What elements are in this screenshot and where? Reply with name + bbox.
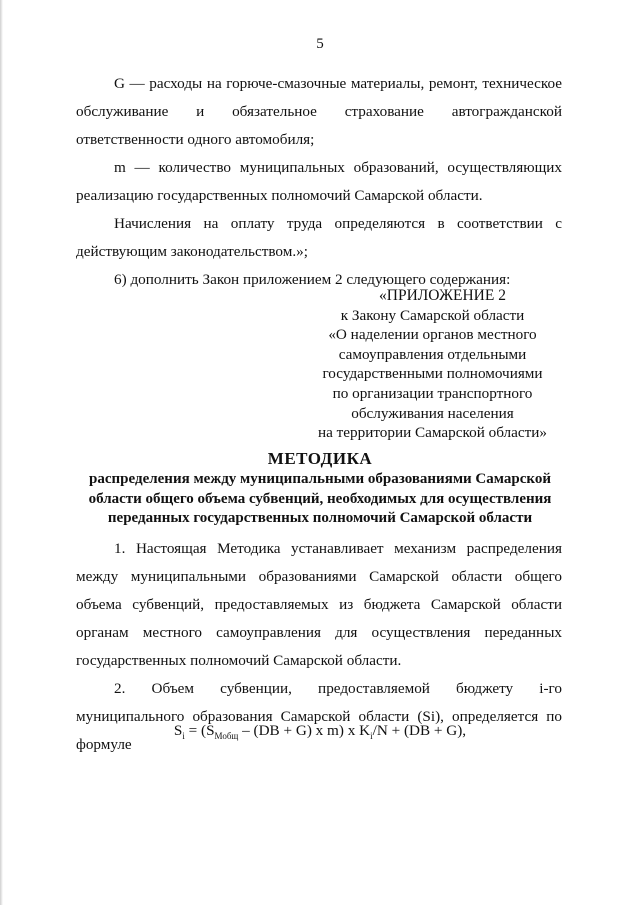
top-text-block — [76, 70, 562, 294]
appendix-line: обслуживания населения — [351, 404, 514, 422]
methodology-subtitle-line: области общего объема субвенций, необходимых для осуществления — [88, 490, 552, 507]
paragraph-m-definition: m — количество муниципальных образований, осуществляющих реализацию государственных полномочий Самарской области. — [76, 159, 562, 204]
formula-part: /N + (DB + G), — [372, 722, 467, 739]
methodology-subtitle-line: распределения между муниципальными образованиями Самарской — [89, 471, 551, 487]
paragraph-payroll: Начисления на оплату труда определяются в соответствии с действующим законодательством.»; — [76, 215, 562, 260]
appendix-line: на территории Самарской области» — [318, 424, 547, 442]
formula-part: – (DB + G) x m) x K — [238, 722, 371, 739]
paragraph-methodology-1: 1. Настоящая Методика устанавливает механизм распределения между муниципальными образованиями Самарской области общего объема субвенций, предоставляемых из бюджета Самарской области органам местного самоуправления для осуществления переданных государственных полномочий Самарской области. — [76, 540, 562, 669]
appendix-line: «О наделении органов местного — [328, 326, 537, 344]
appendix-line: государственными полномочиями — [322, 365, 543, 383]
appendix-line: «ПРИЛОЖЕНИЕ 2 — [379, 287, 506, 304]
formula-k-subscript: i — [370, 731, 373, 742]
formula-part: = (S — [184, 722, 215, 739]
paragraph-methodology-2: 2. Объем субвенции, предоставляемой бюджету i-го муниципального образования Самарской области (Si), определяется по формуле — [76, 680, 562, 753]
appendix-line: по организации транспортного — [332, 384, 533, 402]
scan-edge-shadow — [0, 0, 3, 905]
methodology-title: МЕТОДИКА — [267, 449, 373, 468]
methodology-subtitle-line: переданных государственных полномочий Самарской области — [107, 510, 533, 526]
appendix-header — [300, 286, 565, 443]
paragraph-g-definition: G — расходы на горюче-смазочные материалы, ремонт, техническое обслуживание и обязательное страхование автогражданской ответственности одного автомобиля; — [76, 75, 562, 148]
formula-lhs-subscript: i — [182, 731, 185, 742]
formula-subscript-mob: Мобщ — [214, 731, 239, 742]
paragraph-amend-law: 6) дополнить Закон приложением 2 следующего содержания: — [114, 271, 511, 288]
appendix-line: самоуправления отдельными — [338, 345, 527, 363]
page-number: 5 — [316, 36, 324, 52]
methodology-title-block — [60, 448, 580, 529]
formula-lhs: S — [173, 722, 183, 739]
subvention-formula — [0, 722, 640, 741]
appendix-line: к Закону Самарской области — [340, 306, 525, 324]
